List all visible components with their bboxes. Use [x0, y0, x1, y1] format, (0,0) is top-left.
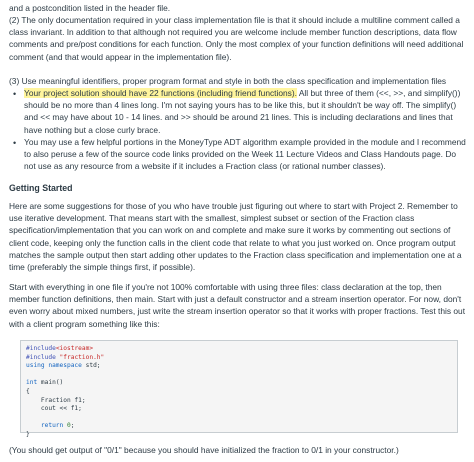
paragraph-iterative: Here are some suggestions for those of you who have trouble just figuring out where to start with Project 2. Remember to use iterative development. That means start with the smallest, simplest subset or section of the Fraction class specification/implementation that you can work on and complete and make sure it works by commenting out sections of client code, keeping only the function calls in the client code that relate to what you just worked on. Once program output matches the sample output then start adding other updates to the Fraction class specification and implementation one at a time (preferably the simple things first, if possible).	[9, 201, 462, 273]
footer-note: (You should get output of "0/1" because you should have initialized the fraction to 0/1 in your constructor.)	[9, 445, 399, 455]
code-block	[20, 340, 458, 438]
code-line: #include<iostream>	[26, 345, 94, 352]
bullet-dot: •	[13, 138, 17, 148]
code-line-blank	[26, 371, 452, 380]
bullet-dot: •	[13, 89, 17, 99]
bullet-functions	[24, 87, 469, 136]
code-line-blank	[26, 414, 452, 423]
paragraph-start: Start with everything in one file if you're not 100% comfortable with using three files: class declaration at the top, then member function definitions, then main. Start with just a default constructor and a stream insertion operator. For now, don't even worry about mixed numbers, just write the stream insertion operator so that it works with proper fractions. Test this out with a client program something like this:	[9, 282, 466, 329]
code-line: int main()	[26, 379, 64, 387]
code-line: }	[26, 430, 30, 438]
code-line: #include "fraction.h"	[26, 353, 105, 361]
requirement-3: (3) Use meaningful identifiers, proper program format and style in both the class specification and implementation files	[9, 76, 447, 86]
code-line: return 0;	[26, 422, 75, 430]
section-heading: Getting Started	[9, 183, 73, 193]
intro-tail: and a postcondition listed in the header file.	[9, 3, 171, 13]
requirement-2: (2) The only documentation required in your class implementation file is that it should include a multiline comment called a class invariant. In addition to that although not required you are welcome include member function descriptions, data flow comments and pre/post conditions for each function. Only the most complex of your function definitions will need additional comment (and that would appear in the implementation file).	[9, 15, 464, 62]
highlighted-text: Your project solution should have 22 functions (including friend functions).	[24, 88, 297, 98]
code-line: cout << f1;	[26, 405, 82, 413]
code-line: {	[26, 387, 30, 395]
bullet-functions-rest: All but three of them (<<, >>, and simplify()) should be no more than 4 lines long. I'm not saying yours has to be like this, but it shouldn't be way off. The simplify() and << may have about 10 - 14 lines. and >> should be around 21 lines. This is including declarations and lines that have nothing but a close curly brace.	[24, 88, 461, 135]
code-line: Fraction f1;	[26, 396, 86, 404]
code-line: using namespace std;	[26, 362, 101, 370]
bullet-resources: You may use a few helpful portions in the MoneyType ADT algorithm example provided in the module and I recommend to also peruse a few of the source code links provided on the Week 11 Lecture Videos and Class Handouts page. Do not use as any resource from a website if it includes a Fraction class (or rational number classes).	[24, 137, 466, 172]
